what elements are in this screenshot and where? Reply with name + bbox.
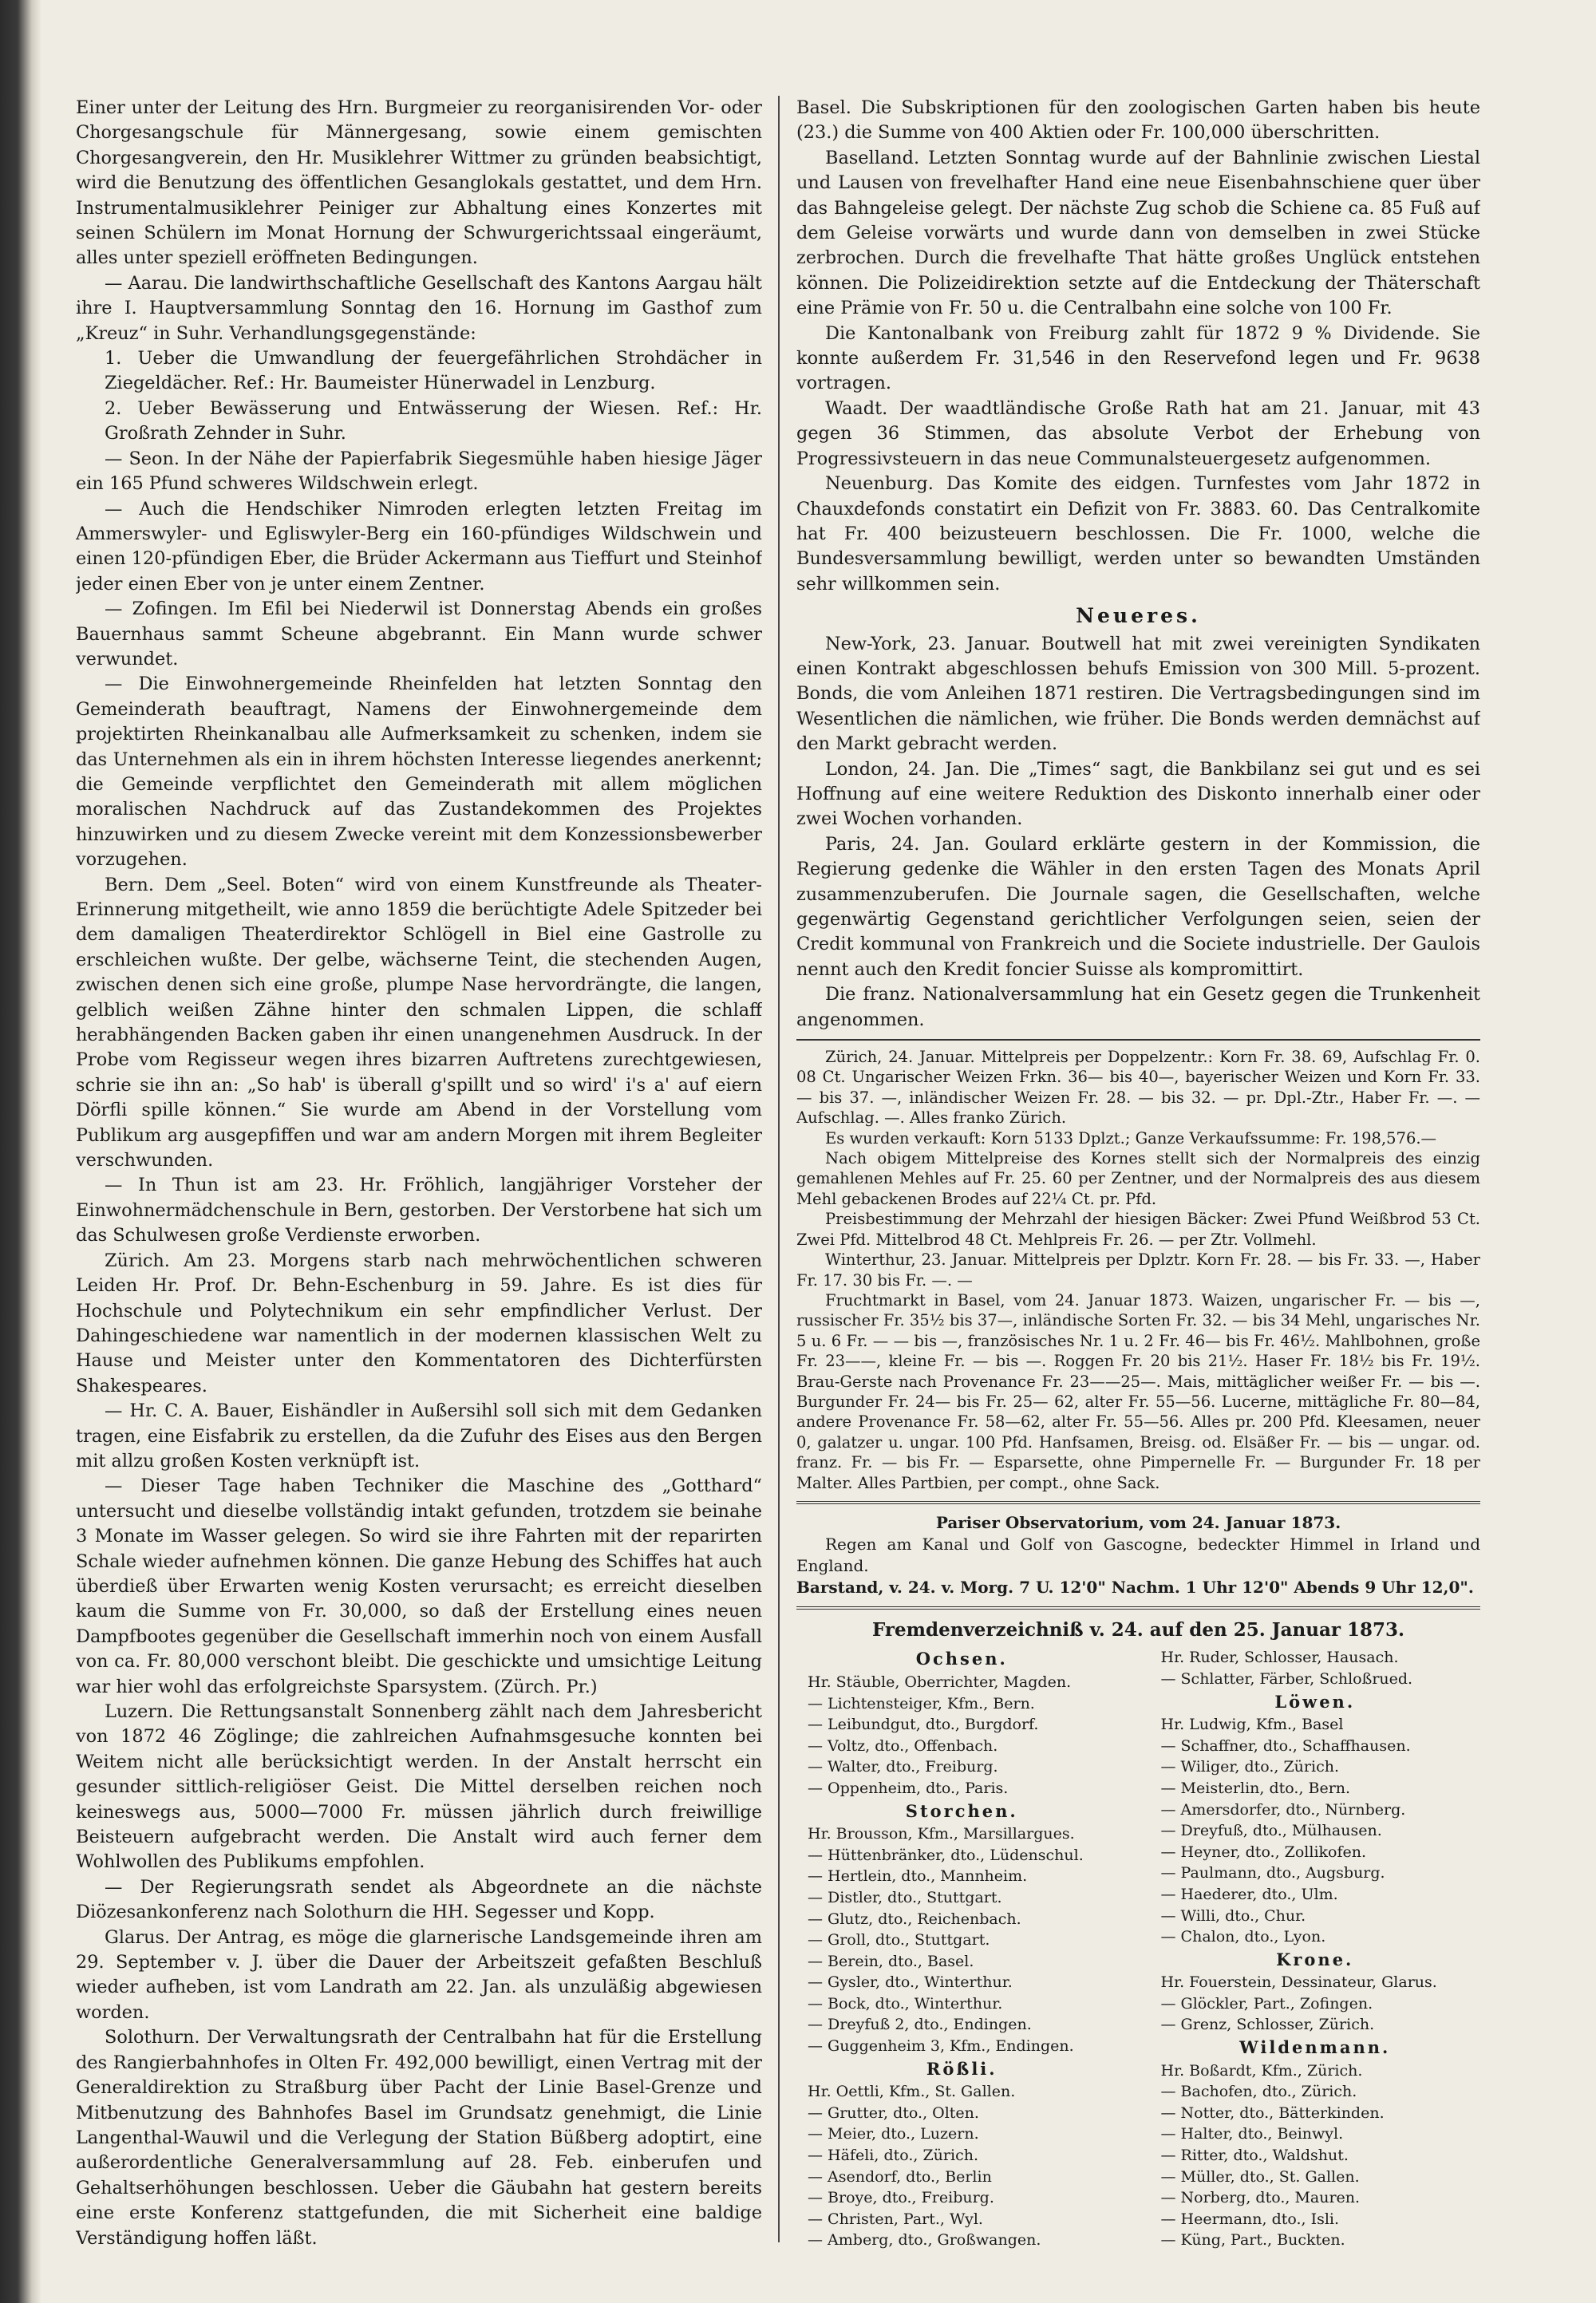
article-paragraph: Waadt. Der waadtländische Große Rath hat am 21. Januar, mit 43 gegen 36 Stimmen, das absolute Verbot der Erhebung von Progressivsteuern in das neue Communalsteuergesetz aufgenommen. [796,397,1480,469]
guest-entry: — Asendorf, dto., Berlin [808,2167,992,2186]
hotel-name: Storchen. [905,1800,1018,1821]
guest-entry: — Dreyfuß, dto., Mülhausen. [1160,1822,1382,1840]
section-rule [796,1039,1480,1041]
guest-entry: Hr. Stäuble, Oberrichter, Magden. [808,1673,1072,1691]
guest-entry: — Glutz, dto., Reichenbach. [808,1910,1021,1928]
newspaper-page [76,96,1480,2266]
guest-entry: — Bachofen, dto., Zürich. [1160,2083,1357,2101]
section-rule [796,1606,1480,1610]
guest-register-right [1150,1647,1481,2251]
article-paragraph: Neuenburg. Das Komite des eidgen. Turnfestes vom Jahr 1872 in Chauxdefonds constatirt ein Defizit von Fr. 3883. 60. Das Centralkomite hat Fr. 400 beizusteuern beschlossen. Die Fr. 1000, welche die Bundesversammlung bewilligt, werden unter so bewandten Umständen sehr willkommen sein. [796,473,1480,595]
hotel-name: Rößli. [926,2058,998,2079]
guest-entry: — Ritter, dto., Waldshut. [1160,2147,1349,2165]
guest-entry: — Haederer, dto., Ulm. [1160,1885,1338,1903]
guest-entry: — Müller, dto., St. Gallen. [1160,2167,1360,2186]
guest-entry: — Amberg, dto., Großwangen. [808,2231,1041,2250]
guest-entry: — Amersdorfer, dto., Nürnberg. [1160,1800,1406,1819]
news-paragraph: London, 24. Jan. Die „Times“ sagt, die Bankbilanz sei gut und es sei Hoffnung auf eine weitere Reduktion des Diskonto innerhalb einer oder zwei Wochen vorhanden. [796,758,1480,830]
guest-entry: — Dreyfuß 2, dto., Endingen. [808,2016,1032,2034]
hotel-name: Löwen. [1274,1691,1356,1712]
observatory-heading: Pariser Observatorium, vom 24. Januar 1873. [935,1512,1341,1532]
agenda-item: 2. Ueber Bewässerung und Entwässerung der Wiesen. Ref.: Hr. Großrath Zehnder in Suhr. [105,397,762,444]
article-paragraph: Zürich. Am 23. Morgens starb nach mehrwöchentlichen schweren Leiden Hr. Prof. Dr. Behn-Eschenburg in 59. Jahre. Es ist dies für Hochschule und Polytechnikum ein sehr empfindlicher Verlust. Der Dahingeschiedene war namentlich in der modernen klassischen Welt zu Hause und Meister unter den Kommentatoren des Dichterfürsten Shakespeares. [76,1250,762,1396]
left-column [76,96,762,2266]
article-paragraph: — Hr. C. A. Bauer, Eishändler in Außersihl soll sich mit dem Gedanken tragen, eine Eisfabrik zu erstellen, da die Zufuhr des Eises aus den Bergen mit allzu großen Kosten verknüpft ist. [76,1400,762,1471]
agenda-list [76,346,762,447]
guest-entry: — Meisterlin, dto., Bern. [1160,1779,1351,1797]
guest-entry: — Bock, dto., Winterthur. [808,1994,1003,2013]
guest-register [796,1618,1480,2251]
agenda-item: 1. Ueber die Umwandlung der feuergefährlichen Strohdächer in Ziegeldächer. Ref.: Hr. Baumeister Hünerwadel in Lenzburg. [105,348,762,394]
article-paragraph: Die Kantonalbank von Freiburg zahlt für 1872 9 % Dividende. Sie konnte außerdem Fr. 31,546 in den Reservefond legen und Fr. 9638 vortragen. [796,322,1480,394]
article-paragraph: Solothurn. Der Verwaltungsrath der Centralbahn hat für die Erstellung des Rangierbahnhofes in Olten Fr. 492,000 bewilligt, einen Vertrag mit der Generaldirektion zu Straßburg über Pacht der Linie Basel-Grenze und Mitbenutzung des Bahnhofes Basel im Grundsatz genehmigt, die Linie Langenthal-Wauwil und die Verlegung der Station Büßberg adoptirt, eine außerordentliche Generalversammlung auf 28. Feb. einberufen und Gehaltserhöhungen beschlossen. Ueber die Gäubahn hat gestern bereits eine erste Konferenz stattgefunden, die mit Sicherheit eine baldige Verständigung hoffen läßt. [76,2027,762,2249]
market-paragraph: Zürich, 24. Januar. Mittelpreis per Doppelzentr.: Korn Fr. 38. 69, Aufschlag Fr. 0. 08 Ct. Ungarischer Weizen Frkn. 36— bis 40—, bayerischer Weizen und Korn Fr. 33. — bis 37. —, inländischer Weizen Fr. 28. — bis 32. — pr. Dpl.-Ztr., Haber Fr. —. — Aufschlag. —. Alles franko Zürich. [796,1048,1480,1128]
market-paragraph: Fruchtmarkt in Basel, vom 24. Januar 1873. Waizen, ungarischer Fr. — bis —, russischer Fr. 35½ bis 37—, inländische Sorten Fr. 32. — bis 34 Mehl, ungarisches Nr. 5 u. 6 Fr. — — bis —, französisches Nr. 1 u. 2 Fr. 46— bis Fr. 46½. Mahlbohnen, große Fr. 23——, kleine Fr. — bis —. Roggen Fr. 20 bis 21½. Haser Fr. 18½ bis Fr. 19½. Brau-Gerste nach Provenance Fr. 23——25—. Mais, mittäglicher weißer Fr. — bis —. Burgunder Fr. 24— bis Fr. 25— 62, alter Fr. 55—56. Lucerne, mittägliche Fr. 80—84, andere Provenance Fr. 58—62, alter Fr. 55—56. Alles pr. 200 Pfd. Kleesamen, neuer 0, galatzer u. ungar. 100 Pfd. Hanfsamen, Breisg. od. Elsäßer Fr. — bis — ungar. od. franz. Fr. — bis Fr. — Esparsette, ohne Pimpernelle Fr. — Burgunder Fr. 18 per Malter. Alles Partbien, per compt., ohne Sack. [796,1290,1480,1492]
news-paragraph: Paris, 24. Jan. Goulard erklärte gestern in der Kommission, die Regierung gedenke die Wähler in den ersten Tagen des Monats April zusammenzuberufen. Die Journale sagen, die Gesellschaften, welche gegenwärtig Gegenstand gerichtlicher Verfolgungen seien, seien der Credit kommunal von Frankreich und die Societe industrielle. Der Gaulois nennt auch den Kredit foncier Suisse als kompromittirt. [796,833,1480,980]
article-paragraph: Luzern. Die Rettungsanstalt Sonnenberg zählt nach dem Jahresbericht von 1872 46 Zöglinge; die zahlreichen Aufnahmsgesuche konnten bei Weitem nicht alle berücksichtigt werden. In der Anstalt herrscht ein gesunder sittlich-religiöser Geist. Die Mittel derselben reichen noch keineswegs aus, 5000—7000 Fr. müssen jährlich durch freiwillige Beisteuern aufgebracht werden. Die Anstalt wird auch ferner dem Wohlwollen des Publikums empfohlen. [76,1701,762,1873]
section-rule [796,1501,1480,1504]
guest-entry: — Voltz, dto., Offenbach. [808,1736,998,1755]
guest-entry: — Grutter, dto., Olten. [808,2104,979,2122]
guest-entry: Hr. Ruder, Schlosser, Hausach. [1160,1649,1399,1667]
page-spine-shadow [0,0,41,2303]
guest-entry: — Gysler, dto., Winterthur. [808,1973,1013,1992]
guest-entry: Hr. Oettli, Kfm., St. Gallen. [808,2083,1016,2101]
guest-entry: — Walter, dto., Freiburg. [808,1758,998,1776]
guest-register-left [796,1647,1128,2251]
guest-entry: — Heermann, dto., Isli. [1160,2210,1340,2228]
guest-entry: Hr. Fouerstein, Dessinateur, Glarus. [1160,1973,1437,1992]
section-heading-neueres: Neueres. [1076,604,1201,628]
right-column [796,96,1480,2266]
guest-entry: — Chalon, dto., Lyon. [1160,1928,1326,1946]
guest-entry: — Hüttenbränker, dto., Lüdenschul. [808,1846,1084,1864]
observatory-report [796,1512,1480,1598]
guest-entry: — Norberg, dto., Mauren. [1160,2189,1361,2207]
article-paragraph: Glarus. Der Antrag, es möge die glarnerische Landsgemeinde ihren am 29. September v. J. über die Dauer der Arbeitszeit gefaßten Beschluß wieder aufheben, ist vom Landrath am 22. Jan. als unzuläßig abgewiesen worden. [76,1926,762,2023]
market-paragraph: Preisbestimmung der Mehrzahl der hiesigen Bäcker: Zwei Pfund Weißbrod 53 Ct. Zwei Pfd. Mittelbrod 48 Ct. Mehlpreis Fr. 26. — per Ztr. Vollmehl. [796,1210,1480,1249]
guest-entry: Hr. Ludwig, Kfm., Basel [1160,1716,1344,1734]
guest-register-title: Fremdenverzeichniß v. 24. auf den 25. Januar 1873. [871,1618,1405,1641]
guest-entry: — Broye, dto., Freiburg. [808,2189,994,2207]
guest-entry: — Christen, Part., Wyl. [808,2210,983,2228]
guest-entry: — Glöckler, Part., Zofingen. [1160,1994,1373,2013]
news-paragraph: Die franz. Nationalversammlung hat ein Gesetz gegen die Trunkenheit angenommen. [796,984,1480,1030]
guest-entry: — Hertlein, dto., Mannheim. [808,1867,1028,1886]
article-paragraph: Basel. Die Subskriptionen für den zoologischen Garten haben bis heute (23.) die Summe von 400 Aktien oder Fr. 100,000 überschritten. [796,97,1480,144]
market-report [796,1047,1480,1493]
guest-entry: — Groll, dto., Stuttgart. [808,1931,990,1949]
guest-entry: — Lichtensteiger, Kfm., Bern. [808,1694,1035,1712]
guest-entry: — Wiliger, dto., Zürich. [1160,1758,1339,1776]
article-paragraph: — Der Regierungsrath sendet als Abgeordnete an die nächste Diözesankonferenz nach Solothurn die HH. Segesser und Kopp. [76,1876,762,1923]
market-paragraph: Es wurden verkauft: Korn 5133 Dplzt.; Ganze Verkaufssumme: Fr. 198,576.— [825,1128,1437,1148]
guest-entry: — Küng, Part., Buckten. [1160,2231,1345,2250]
guest-entry: — Willi, dto., Chur. [1160,1906,1306,1925]
guest-entry: — Paulmann, dto., Augsburg. [1160,1864,1385,1882]
article-paragraph: — Zofingen. Im Efil bei Niederwil ist Donnerstag Abends ein großes Bauernhaus sammt Scheune abgebrannt. Ein Mann wurde schwer verwundet. [76,598,762,670]
article-paragraph: — Dieser Tage haben Techniker die Maschine des „Gotthard“ untersucht und dieselbe vollständig intakt gefunden, trotzdem sie beinahe 3 Monate im Wasser gelegen. So wird sie ihre Fahrten mit der reparirten Schale wieder aufnehmen können. Die ganze Hebung des Schiffes hat auch überdieß über Erwarten wenig Kosten verursacht; es erreicht dieselben kaum die Summe von Fr. 30,000, so daß der Erstellung eines neuen Dampfbootes gegenüber die Gesellschaft immerhin noch von einem Ausfall von ca. Fr. 80,000 verschont bleibt. Die geschickte und umsichtige Leitung war hier wohl das erfolgreichste Sparsystem. (Zürch. Pr.) [76,1475,762,1697]
guest-entry: — Berein, dto., Basel. [808,1952,974,1970]
hotel-name: Ochsen. [915,1649,1008,1669]
column-divider [778,96,780,2242]
article-paragraph: Baselland. Letzten Sonntag wurde auf der Bahnlinie zwischen Liestal und Lausen von frevelhafter Hand eine neue Eisenbahnschiene quer über das Bahngeleise gelegt. Der nächste Zug schob die Schiene ca. 85 Fuß auf dem Geleise vorwärts und wurde dann von demselben in zwei Stücke zerbrochen. Durch die frevelhafte That hätte großes Unglück entstehen können. Die Polizeidirektion setzte auf die Entdeckung der Thäterschaft eine Prämie von Fr. 50 u. die Centralbahn eine solche von 100 Fr. [796,147,1480,319]
guest-entry: Hr. Brousson, Kfm., Marsillargues. [808,1825,1075,1843]
article-paragraph: — Die Einwohnergemeinde Rheinfelden hat letzten Sonntag den Gemeinderath beauftragt, Namens der Einwohnergemeinde dem projektirten Rheinkanalbau alle Aufmerksamkeit zu schenken, indem sie das Unternehmen als ein in ihrem höchsten Interesse liegendes anerkennt; die Gemeinde verpflichtet den Gemeinderath mit allem möglichen moralischen Nachdruck auf das Zustandekommen des Projektes hinzuwirken und zu diesem Zwecke vereint mit dem Konzessionsbewerber vorzugehen. [76,674,762,871]
guest-entry: — Meier, dto., Luzern. [808,2125,979,2143]
article-paragraph: — Auch die Hendschiker Nimroden erlegten letzten Freitag im Ammerswyler- und Egliswyler-Berg ein 160-pfündiges Wildschwein und einen 120-pfündigen Eber, die Brüder Ackermann aus Tieffurt und Steinhof jeder einen Eber von je unter einem Zentner. [76,498,762,595]
guest-entry: Hr. Boßardt, Kfm., Zürich. [1160,2061,1363,2080]
hotel-name: Wildenmann. [1239,2037,1391,2058]
guest-entry: — Guggenheim 3, Kfm., Endingen. [808,2037,1074,2056]
news-paragraph: New-York, 23. Januar. Boutwell hat mit zwei vereinigten Syndikaten einen Kontrakt abgeschlossen behufs Emission von 300 Mill. 5-prozent. Bonds, die vom Anleihen 1871 restiren. Die Vertragsbedingungen sind im Wesentlichen die nämlichen, wie früher. Die Bonds werden demnächst auf den Markt gebracht werden. [796,633,1480,755]
guest-entry: — Oppenheim, dto., Paris. [808,1779,1009,1797]
article-paragraph: Bern. Dem „Seel. Boten“ wird von einem Kunstfreunde als Theater-Erinnerung mitgetheilt, wie anno 1859 die berüchtigte Adele Spitzeder bei dem damaligen Theaterdirektor Schlögell in Biel eine Gastrolle zu erschleichen wußte. Der gelbe, wächserne Teint, die stechenden Augen, zwischen denen sich eine große, plumpe Nase hervordrängte, die langen, gelblich weißen Zähne hinter den schmalen Lippen, die schlaff herabhängenden Backen gaben ihr einen unangenehmen Ausdruck. In der Probe vom Regisseur wegen ihres bizarren Auftretens zurechtgewiesen, schrie sie ihn an: „So hab' is überall g'spillt und so wird' i's a' auf eiern Dörfli spille können.“ Sie wurde am Abend in der Vorstellung vom Publikum arg ausgepfiffen und war am andern Morgen mit ihrem Begleiter verschwunden. [76,874,762,1171]
guest-entry: — Schlatter, Färber, Schloßrued. [1160,1669,1413,1688]
guest-entry: — Heyner, dto., Zollikofen. [1160,1843,1367,1861]
hotel-name: Krone. [1276,1949,1354,1969]
article-paragraph: — Aarau. Die landwirthschaftliche Gesellschaft des Kantons Aargau hält ihre I. Hauptversammlung Sonntag den 16. Hornung im Gasthof zum „Kreuz“ in Suhr. Verhandlungsgegenstände: [76,272,762,344]
guest-entry: — Halter, dto., Beinwyl. [1160,2125,1344,2143]
observatory-text: Regen am Kanal und Golf von Gascogne, bedeckter Himmel in Irland und England. [796,1534,1480,1575]
guest-entry: — Notter, dto., Bätterkinden. [1160,2104,1385,2122]
article-paragraph: Einer unter der Leitung des Hrn. Burgmeier zu reorganisirenden Vor- oder Chorgesangschule für Männergesang, sowie einem gemischten Chorgesangverein, den Hr. Musiklehrer Wittmer zu gründen beabsichtigt, wird die Benutzung des öffentlichen Gesanglokals gestattet, und dem Hrn. Instrumentalmusiklehrer Peiniger zur Abhaltung eines Konzertes mit seinen Schülern im Monat Hornung der Schwurgerichtssaal eingeräumt, alles unter speziell eröffneten Bedingungen. [76,97,762,269]
guest-entry: — Leibundgut, dto., Burgdorf. [808,1716,1039,1734]
guest-entry: — Distler, dto., Stuttgart. [808,1888,1002,1906]
barometer-readings: Barstand, v. 24. v. Morg. 7 U. 12'0" Nachm. 1 Uhr 12'0" Abends 9 Uhr 12,0". [796,1577,1474,1597]
article-paragraph: — In Thun ist am 23. Hr. Fröhlich, langjähriger Vorsteher der Einwohnermädchenschule in Bern, gestorben. Der Verstorbene hat sich um das Schulwesen große Verdienste erworben. [76,1175,762,1246]
guest-entry: — Schaffner, dto., Schaffhausen. [1160,1736,1411,1755]
article-paragraph: — Seon. In der Nähe der Papierfabrik Siegesmühle haben hiesige Jäger ein 165 Pfund schweres Wildschwein erlegt. [76,448,762,495]
market-paragraph: Nach obigem Mittelpreise des Kornes stellt sich der Normalpreis des einzig gemahlenen Mehles auf Fr. 25. 60 per Zentner, und der Normalpreis des aus diesem Mehl gebackenen Brodes auf 22¼ Ct. pr. Pfd. [796,1149,1480,1208]
guest-entry: — Grenz, Schlosser, Zürich. [1160,2016,1375,2034]
market-paragraph: Winterthur, 23. Januar. Mittelpreis per Dplztr. Korn Fr. 28. — bis Fr. 33. —, Haber Fr. 17. 30 bis Fr. —. — [796,1250,1480,1290]
guest-entry: — Häfeli, dto., Zürich. [808,2147,978,2165]
